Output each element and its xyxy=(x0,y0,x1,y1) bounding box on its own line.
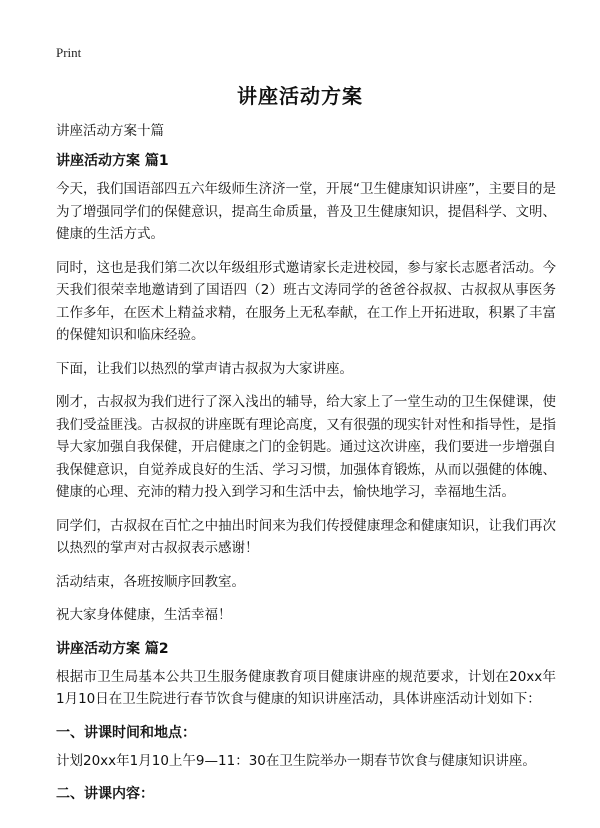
document-body xyxy=(56,120,556,811)
paragraph: 下面，让我们以热烈的掌声请古叔叔为大家讲座。 xyxy=(56,360,353,377)
paragraph: 根据市卫生局基本公共卫生服务健康教育项目健康讲座的规范要求，计划在20xx年1月10日在卫生院进行春节饮食与健康的知识讲座活动，具体讲座活动计划如下： xyxy=(56,668,556,707)
sub-section-content xyxy=(56,783,556,805)
sub-section-heading: 二、讲课内容： xyxy=(56,786,154,802)
section-1 xyxy=(56,150,556,627)
page-title: 讲座活动方案 xyxy=(237,84,363,108)
paragraph: 计划20xx年1月10上午9—11：30在卫生院举办一期春节饮食与健康知识讲座。 xyxy=(56,752,536,769)
section-heading: 讲座活动方案 篇2 xyxy=(56,640,169,657)
paragraph: 活动结束，各班按顺序回教室。 xyxy=(56,573,245,590)
section-2 xyxy=(56,638,556,711)
section-heading: 讲座活动方案 篇1 xyxy=(56,153,169,169)
paragraph: 同时，这也是我们第二次以年级组形式邀请家长走进校园，参与家长志愿者活动。今天我们很荣幸地邀请到了国语四（2）班古文涛同学的爸爸谷叔叔、古叔叔从事医务工作多年，在医术上精益求精，在服务上无私奉献，在工作上开拓进取，积累了丰富的保健知识和临床经验。 xyxy=(56,259,556,343)
sub-section-time-place xyxy=(56,722,556,773)
paragraph: 刚才，古叔叔为我们进行了深入浅出的辅导，给大家上了一堂生动的卫生保健课，使我们受益匪浅。古叔叔的讲座既有理论高度，又有很强的现实针对性和指导性，是指导大家加强自我保健，开启健康之门的金钥匙。通过这次讲座，我们要进一步增强自我保健意识，自觉养成良好的生活、学习习惯，加强体育锻炼，从而以强健的体魄、健康的心理、充沛的精力投入到学习和生活中去，愉快地学习，幸福地生活。 xyxy=(56,394,556,500)
print-link[interactable]: Print xyxy=(56,45,82,60)
paragraph: 同学们，古叔叔在百忙之中抽出时间来为我们传授健康理念和健康知识，让我们再次以热烈的掌声对古叔叔表示感谢！ xyxy=(56,517,556,556)
paragraph: 今天，我们国语部四五六年级师生济济一堂，开展“卫生健康知识讲座”，主要目的是为了增强同学们的保健意识，提高生命质量，普及卫生健康知识，提倡科学、文明、健康的生活方式。 xyxy=(56,181,556,242)
paragraph: 祝大家身体健康，生活幸福！ xyxy=(56,607,232,623)
sub-section-heading: 一、讲课时间和地点： xyxy=(56,724,196,741)
document-subtitle: 讲座活动方案十篇 xyxy=(56,123,164,139)
